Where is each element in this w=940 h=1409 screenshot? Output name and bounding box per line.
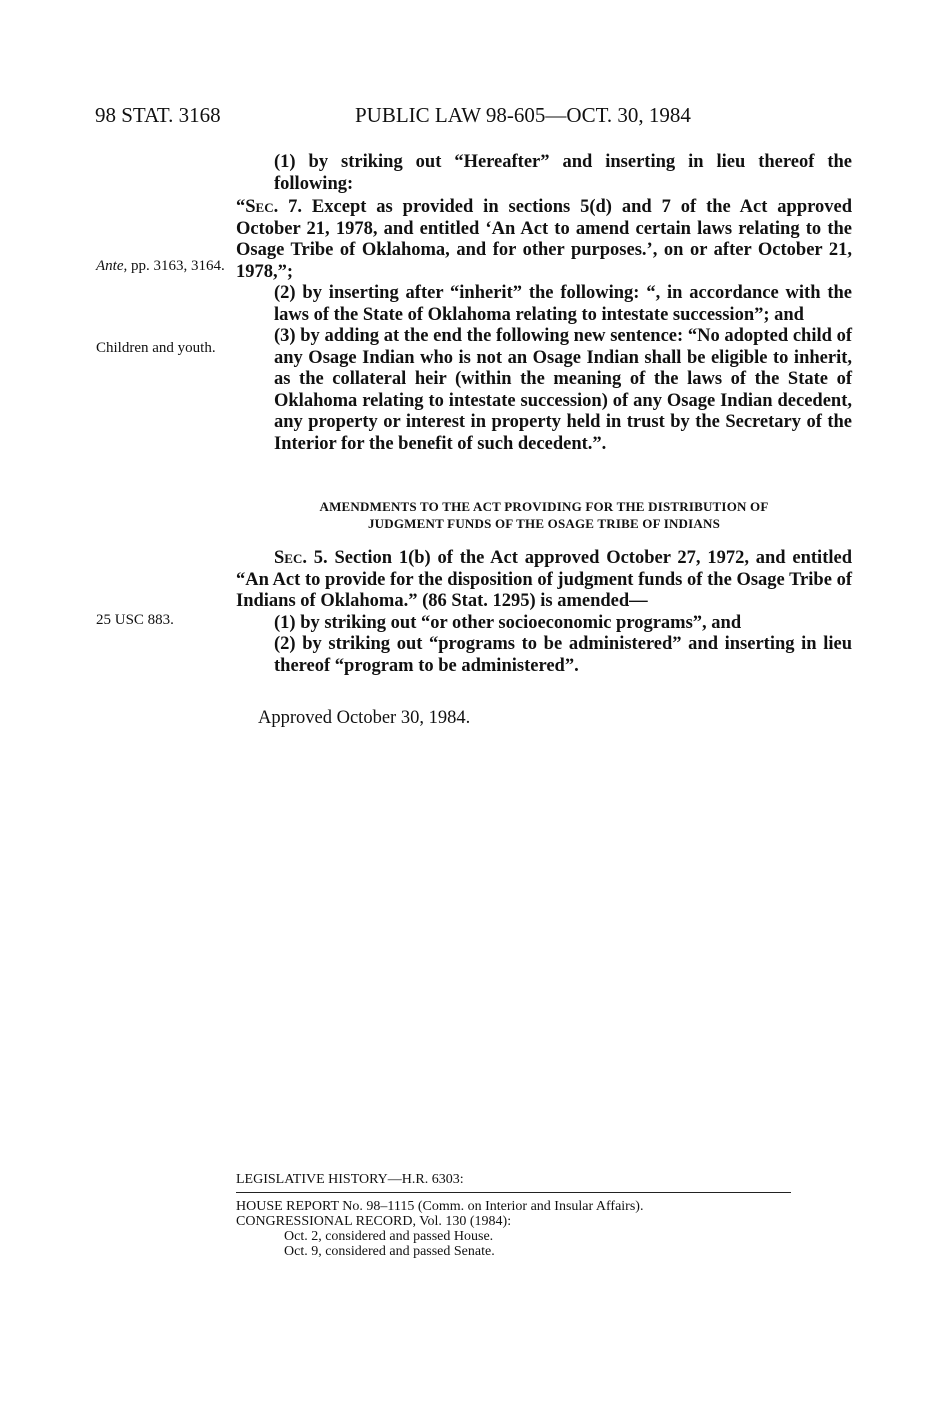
legislative-history-rule <box>236 1192 791 1193</box>
law-title-header: PUBLIC LAW 98-605—OCT. 30, 1984 <box>355 103 691 127</box>
stat-page-number: 98 STAT. 3168 <box>95 103 221 127</box>
item-1: (1) by striking out “Hereafter” and inserting in lieu thereof the following: <box>274 152 852 194</box>
congressional-record: CONGRESSIONAL RECORD, Vol. 130 (1984): <box>236 1214 512 1229</box>
quoted-section-7: “Sec. 7. Except as provided in sections 5(d) and 7 of the Act approved October 21, 1978, and entitled ‘An Act to amend certain laws relating to the Osage Tribe of Oklahoma, and for other purposes.’, on or after October 21, 1978,”; <box>236 197 852 282</box>
record-oct-2: Oct. 2, considered and passed House. <box>284 1229 494 1244</box>
legislative-history-title: LEGISLATIVE HISTORY—H.R. 6303: <box>236 1172 464 1187</box>
margin-note-usc: 25 USC 883. <box>96 612 174 628</box>
section-heading: AMENDMENTS TO THE ACT PROVIDING FOR THE DISTRIBUTION OF JUDGMENT FUNDS OF THE OSAGE TRIBE OF INDIANS <box>319 499 769 531</box>
section-5-item-2: (2) by striking out “programs to be administered” and inserting in lieu thereof “program to be administered”. <box>274 634 852 676</box>
margin-note-children-youth: Children and youth. <box>96 340 216 356</box>
section-5-text: Sec. 5. Section 1(b) of the Act approved October 27, 1972, and entitled “An Act to provide for the disposition of judgment funds of the Osage Tribe of Indians of Oklahoma.” (86 Stat. 1295) is amended— <box>236 548 852 611</box>
section-5-item-1: (1) by striking out “or other socioeconomic programs”, and <box>274 612 742 633</box>
item-3: (3) by adding at the end the following new sentence: “No adopted child of any Osage Indian who is not an Osage Indian shall be eligible to inherit, as the collateral heir (within the meaning of the laws of the State of Oklahoma relating to intestate succession) of any Osage Indian decedent, any property or interest in property held in trust by the Secretary of the Interior for the benefit of such decedent.”. <box>274 326 852 454</box>
section-4-amendments <box>236 152 852 455</box>
section-5 <box>236 548 852 677</box>
record-oct-9: Oct. 9, considered and passed Senate. <box>284 1244 495 1259</box>
item-2: (2) by inserting after “inherit” the following: “, in accordance with the laws of the State of Oklahoma relating to intestate succession”; and <box>274 283 852 325</box>
margin-note-ante: Ante, pp. 3163, 3164. <box>96 258 225 274</box>
approval-date: Approved October 30, 1984. <box>258 708 471 728</box>
house-report: HOUSE REPORT No. 98–1115 (Comm. on Interior and Insular Affairs). <box>236 1199 644 1214</box>
